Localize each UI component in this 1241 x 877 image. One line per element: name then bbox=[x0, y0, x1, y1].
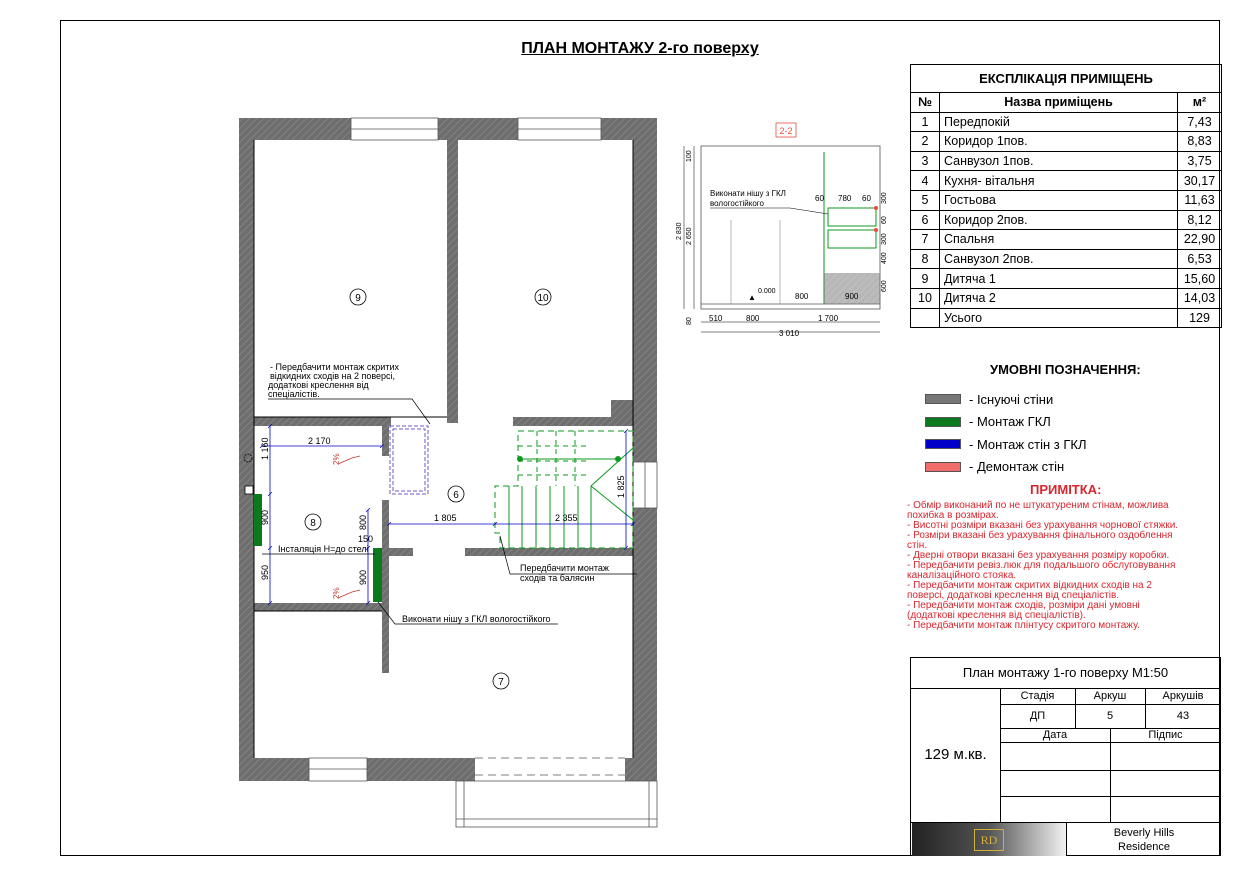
section-dim-right-d: 400 bbox=[881, 252, 888, 264]
hidden-stairs-note-line2: відкидних сходів на 2 поверсі, bbox=[270, 371, 396, 381]
section-dim-800: 800 bbox=[795, 292, 809, 301]
legend-swatch-gkl-walls bbox=[925, 439, 961, 449]
stamp-date-label: Дата bbox=[1042, 729, 1068, 741]
table-row: 9 Дитяча 1 15,60 bbox=[911, 269, 1222, 289]
section-dim-left-b: 2 830 bbox=[676, 222, 683, 240]
section-dim-left-c: 2 650 bbox=[686, 227, 693, 245]
section-dim-right-c: 300 bbox=[881, 233, 888, 245]
stamp-stage: ДП bbox=[1029, 710, 1046, 722]
rooms-table bbox=[910, 64, 1222, 328]
section-dim-left-a: 100 bbox=[686, 150, 693, 162]
table-row: 8 Санвузол 2пов. 6,53 bbox=[911, 249, 1222, 269]
stamp-sheet: 5 bbox=[1106, 710, 1114, 722]
stamp-title: План монтажу 1-го поверху М1:50 bbox=[911, 658, 1220, 689]
legend-title: УМОВНІ ПОЗНАЧЕННЯ: bbox=[990, 362, 1141, 377]
windows bbox=[309, 118, 657, 827]
dim-900-b: 900 bbox=[358, 569, 368, 585]
section-dim-bottom-total: 3 010 bbox=[779, 329, 800, 338]
table-row: 1 Передпокій 7,43 bbox=[911, 112, 1222, 132]
dim-900-a: 900 bbox=[260, 509, 270, 525]
section-dim-bottom-c: 1 700 bbox=[818, 314, 839, 323]
hidden-stairs-note-line1: - Передбачити монтаж скритих bbox=[270, 362, 399, 372]
legend-swatch-existing bbox=[925, 394, 961, 404]
section-dim-bottom-b: 800 bbox=[746, 314, 760, 323]
slope-label-2: 2% bbox=[332, 587, 341, 599]
title-block bbox=[910, 657, 1221, 856]
page-title: ПЛАН МОНТАЖУ 2-го поверху bbox=[521, 40, 759, 57]
room-label-8: 8 bbox=[310, 518, 316, 529]
hidden-stairs-note-line4: спеціалістів. bbox=[268, 389, 320, 399]
section-dim-900: 900 bbox=[845, 292, 859, 301]
table-row: 6 Коридор 2пов. 8,12 bbox=[911, 210, 1222, 230]
section-dim-top-a: 60 bbox=[815, 194, 824, 203]
dim-2355: 2 355 bbox=[555, 513, 578, 523]
room-label-6: 6 bbox=[453, 490, 459, 501]
dim-150: 150 bbox=[358, 534, 374, 544]
section-level: 0.000 bbox=[758, 288, 776, 295]
slope-label-1: 2% bbox=[332, 453, 341, 465]
section-note-line2: вологостійкого bbox=[710, 199, 764, 208]
rooms-header-area: м² bbox=[1178, 93, 1222, 113]
legend-item-existing-walls: - Існуючі стіни bbox=[925, 388, 1087, 411]
section-dim-bottom-a: 510 bbox=[709, 314, 723, 323]
rooms-table-title: ЕКСПЛІКАЦІЯ ПРИМІЩЕНЬ bbox=[911, 65, 1222, 93]
section-dim-right-e: 600 bbox=[881, 280, 888, 292]
table-row: 5 Гостьова 11,63 bbox=[911, 190, 1222, 210]
rooms-header-no: № bbox=[911, 93, 940, 113]
legend-item-gkl: - Монтаж ГКЛ bbox=[925, 411, 1087, 434]
dim-950: 950 bbox=[260, 564, 270, 580]
notes-title: ПРИМІТКА: bbox=[1030, 482, 1102, 497]
dim-1825: 1 825 bbox=[616, 475, 626, 498]
section-note-line1: Виконати нішу з ГКЛ bbox=[710, 189, 786, 198]
table-row: 4 Кухня- вітальня 30,17 bbox=[911, 171, 1222, 191]
dim-2170: 2 170 bbox=[308, 436, 331, 446]
install-note: Інсталяція H=до стелі bbox=[278, 544, 369, 554]
notes: - Обмір виконаний по не штукатуреним стінам, можлива похибка в розмірах. - Висотні розміри вказані без урахування чорнової стяжки. - Розміри вказані без урахування фінального оздоблення стін. - Дверні отвори вказані без урахування розміру коробки. - Передбачити ревіз.люк для подальшого обслуговування каналізаційного стояка. - Передбачити монтаж скритих відкидних сходів на 2 поверсі, додаткові креслення від спеціалістів. - Передбачити монтаж сходів, розміри дані умовні (додаткові креслення від спеціалістів). - Передбачити монтаж плінтусу скритого монтажу. bbox=[907, 500, 1179, 631]
hidden-stairs-note-line3: додаткові креслення від bbox=[268, 380, 369, 390]
stamp-stage-label: Стадія bbox=[1020, 690, 1055, 702]
section-dim-top-b: 780 bbox=[838, 194, 852, 203]
dim-800: 800 bbox=[358, 514, 368, 530]
staircase bbox=[495, 431, 633, 548]
section-dim-right-b: 60 bbox=[881, 216, 888, 224]
room-labels bbox=[305, 289, 551, 689]
stairs-note-line2: сходів та балясин bbox=[520, 573, 595, 583]
company-line1: Beverly Hills bbox=[1113, 827, 1175, 839]
logo-mark: RD bbox=[974, 829, 1004, 851]
stamp-sheets: 43 bbox=[1176, 710, 1190, 722]
stairs-note-line1: Передбачити монтаж bbox=[520, 563, 609, 573]
table-total-row: Усього 129 bbox=[911, 308, 1222, 328]
section-dim-right-a: 300 bbox=[881, 192, 888, 204]
dim-1805: 1 805 bbox=[434, 513, 457, 523]
legend-swatch-demolition bbox=[925, 462, 961, 472]
floor-slope-marks bbox=[338, 456, 360, 598]
stamp-area: 129 м.кв. bbox=[924, 746, 987, 763]
section-dim-left-d: 80 bbox=[686, 317, 693, 325]
interior-lines bbox=[254, 140, 633, 758]
company-line2: Residence bbox=[1118, 841, 1170, 853]
section-dim-top-c: 60 bbox=[862, 194, 871, 203]
legend-item-demolition: - Демонтаж стін bbox=[925, 456, 1087, 479]
hidden-stairs-outline bbox=[390, 426, 428, 494]
table-row: 3 Санвузол 1пов. 3,75 bbox=[911, 151, 1222, 171]
section-label: 2-2 bbox=[779, 126, 793, 136]
stamp-sheets-label: Аркушів bbox=[1162, 690, 1204, 702]
stamp-sheet-label: Аркуш bbox=[1093, 690, 1127, 702]
rooms-header-name: Назва приміщень bbox=[940, 93, 1178, 113]
stamp-signature-label: Підпис bbox=[1148, 729, 1183, 741]
table-row: 10 Дитяча 2 14,03 bbox=[911, 288, 1222, 308]
table-row: 2 Коридор 1пов. 8,83 bbox=[911, 132, 1222, 152]
room-label-7: 7 bbox=[498, 677, 504, 688]
existing-walls bbox=[239, 118, 657, 781]
legend-item-gkl-walls: - Монтаж стін з ГКЛ bbox=[925, 433, 1087, 456]
company-logo bbox=[912, 823, 1066, 856]
legend bbox=[925, 388, 1087, 478]
section-2-2 bbox=[676, 123, 888, 338]
room-label-10: 10 bbox=[537, 293, 549, 304]
legend-swatch-gkl bbox=[925, 417, 961, 427]
niche-note: Виконати нішу з ГКЛ вологостійкого bbox=[402, 614, 551, 624]
room-label-9: 9 bbox=[355, 293, 361, 304]
dim-1160: 1 160 bbox=[260, 437, 270, 460]
table-row: 7 Спальня 22,90 bbox=[911, 230, 1222, 250]
